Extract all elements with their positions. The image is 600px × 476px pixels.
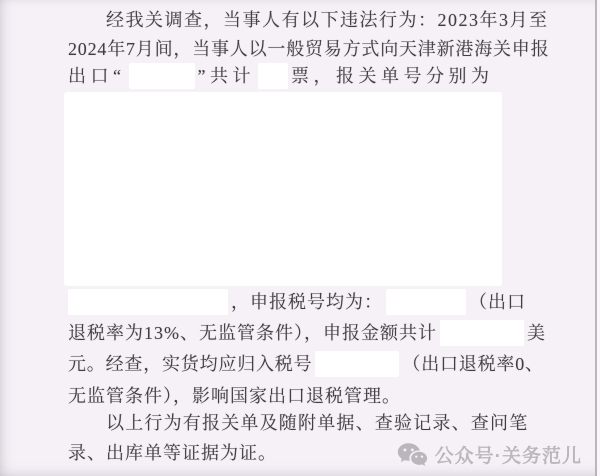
paragraph-line-7: 无监管条件），影响国家出口退税管理。 bbox=[68, 386, 401, 406]
watermark-label: 公众号·关务范儿 bbox=[434, 446, 582, 467]
page-right-edge-line bbox=[595, 0, 597, 476]
paragraph-line-9: 录、出库单等证据为证。 bbox=[68, 443, 277, 463]
redaction-box bbox=[440, 320, 524, 346]
line5-text-post: 美 bbox=[527, 323, 546, 343]
paragraph-line-4 bbox=[68, 289, 560, 315]
paragraph-line-2: 2024年7月间，当事人以一般贸易方式向天津新港海关申报 bbox=[68, 39, 550, 59]
paragraph-line-1: 经我关调查，当事人有以下违法行为：2023年3月至 bbox=[106, 10, 549, 30]
line3-text-pre: 出口“ bbox=[68, 66, 126, 86]
redaction-box bbox=[315, 351, 399, 377]
paragraph-line-6 bbox=[68, 351, 560, 377]
line3-text-post: 票，报关单号分别为 bbox=[291, 66, 494, 86]
line3-text-mid: ”共计 bbox=[197, 66, 255, 86]
wechat-watermark bbox=[397, 441, 582, 468]
paragraph-line-5 bbox=[68, 320, 560, 346]
line4-text-mid: ，申报税号均为： bbox=[231, 292, 383, 312]
paragraph-line-8: 以上行为有报关单及随附单据、查验记录、查问笔 bbox=[106, 413, 529, 433]
redaction-box bbox=[68, 289, 228, 315]
line6-text-pre: 元。经查，实货均应归入税号 bbox=[68, 354, 313, 374]
line5-text-pre: 退税率为13%、无监管条件），申报金额共计 bbox=[68, 323, 437, 343]
line4-text-post: （出口 bbox=[469, 292, 526, 312]
redaction-box bbox=[258, 63, 288, 89]
line6-text-post: （出口退税率0、 bbox=[402, 354, 544, 374]
paragraph-line-3 bbox=[68, 63, 560, 89]
redaction-box bbox=[129, 63, 195, 89]
large-redaction-block bbox=[64, 92, 502, 286]
redaction-box bbox=[386, 289, 466, 315]
wechat-icon bbox=[397, 441, 428, 468]
